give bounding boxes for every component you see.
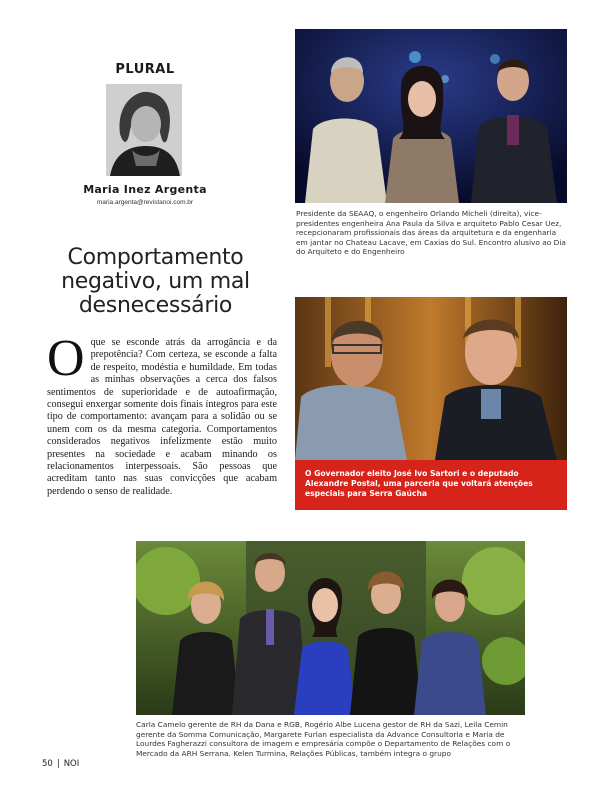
page-folio [42,759,79,769]
photo-caption-arh-serrana: Carla Camelo gerente de RH da Dana e RGB, Rogério Albe Lucena gestor de RH da Sazi, Leila Cemin gerente da Somma Comunicação, Margarete Furlan especialista da Advance Consultoria e Maria de Lourdes Fagherazzi consultora de imagem e empresária compõe o Departamento de Relações com o Mercado da ARH Serrana. Kelen Turmina, Relações Públicas, também integra o grupo [136,720,511,758]
event-photo-arh-serrana [136,541,525,715]
photo-caption-governor: O Governador eleito José Ivo Sartori e o deputado Alexandre Postal, uma parceria que voltará atenções especiais para Serra Gaúcha [305,469,533,498]
photo-caption-seaaq: Presidente da SEAAQ, o engenheiro Orlando Micheli (direita), vice-presidentes engenheira Ana Paula da Silva e arquiteto Pablo Cesar Uez, recepcionaram profissionais das áreas da arquitetura e da engenharia em jantar no Chateau Lacave, em Caxias do Sul. Encontro alusivo ao Dia do Arquiteto e do Engenheiro [296,209,566,257]
page-number: 50 [42,759,53,769]
folio-separator: | [56,759,60,769]
author-portrait [106,84,182,176]
article-headline: Comportamento negativo, um mal desnecessário [61,245,250,318]
event-photo-seaaq [295,29,567,203]
author-email: maria.argenta@revistanoi.com.br [96,199,194,206]
event-photo-governor [295,297,567,460]
magazine-name: NOI [63,759,80,769]
article-body [47,330,277,498]
author-name: Maria Inez Argenta [83,183,207,196]
drop-cap: O [47,330,85,387]
section-label: PLURAL [115,62,175,77]
article-body-text: que se esconde atrás da arrogância e da prepotência? Com certeza, se esconde a falta de respeito, modéstia e humildade. Em todas as minhas observações a cerca dos falsos sentimentos de superioridade e de autoafirmação, consegui enxergar somente dois finais íntegros para este tipo de comportamento: avançam para a solidão ou se unem com os da mesma categoria. Comportamentos considerados negativos infelizmente estão muito presentes na sociedade e acabam minando os relacionamentos interpessoais. São pessoas que acreditam tanto nas suas convicções que acabam perdendo o senso de realidade. [47,337,277,497]
